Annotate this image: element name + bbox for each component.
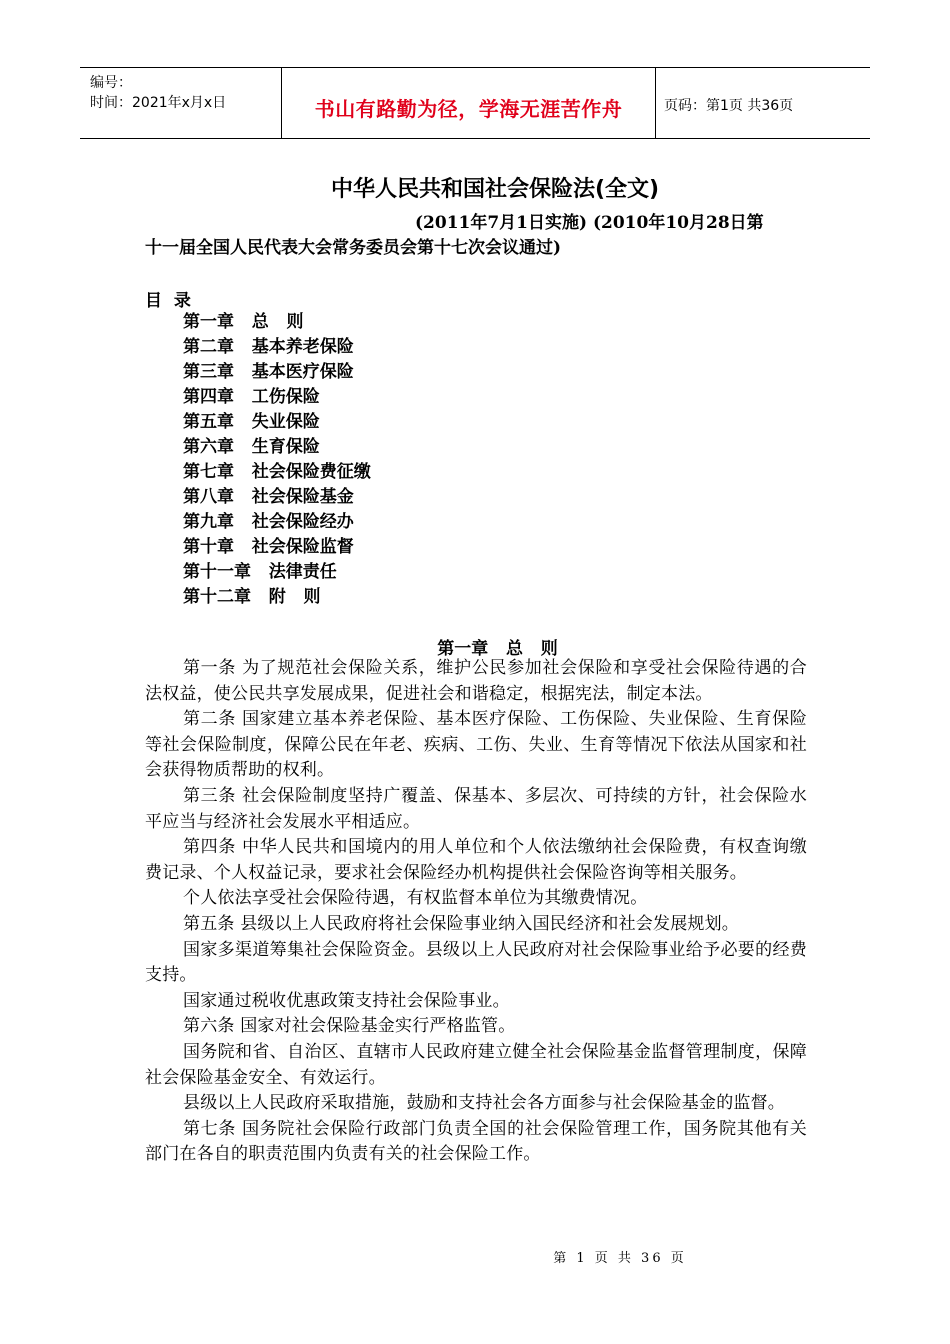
article-paragraph: 国务院和省、自治区、直辖市人民政府建立健全社会保险基金监督管理制度，保障社会保险基金安全、有效运行。 xyxy=(145,1041,807,1088)
toc-item: 第二章 基本养老保险 xyxy=(183,337,354,357)
article-paragraph: 第一条 为了规范社会保险关系，维护公民参加社会保险和享受社会保险待遇的合法权益，使公民共享发展成果，促进社会和谐稳定，根据宪法，制定本法。 xyxy=(145,658,807,704)
number-label: 编号： xyxy=(90,75,132,91)
toc-item: 第八章 社会保险基金 xyxy=(183,487,354,507)
toc-heading: 目 录 xyxy=(145,291,191,311)
toc-item: 第九章 社会保险经办 xyxy=(183,512,354,532)
header-page-cell xyxy=(656,68,870,138)
article-paragraph: 第四条 中华人民共和国境内的用人单位和个人依法缴纳社会保险费，有权查询缴费记录、个人权益记录，要求社会保险经办机构提供社会保险咨询等相关服务。 xyxy=(145,837,807,883)
table-of-contents xyxy=(183,310,371,610)
page-footer: 第 1 页 共 36 页 xyxy=(553,1251,687,1266)
toc-item: 第十二章 附 则 xyxy=(183,587,321,607)
toc-item: 第七章 社会保险费征缴 xyxy=(183,462,371,482)
toc-item: 第十一章 法律责任 xyxy=(183,562,337,582)
document-title: 中华人民共和国社会保险法(全文) xyxy=(330,177,660,202)
article-paragraph: 个人依法享受社会保险待遇，有权监督本单位为其缴费情况。 xyxy=(183,888,648,909)
subtitle-line-1: (2011年7月1日实施) (2010年10月28日第 xyxy=(415,213,764,233)
toc-item: 第四章 工伤保险 xyxy=(183,387,320,407)
article-paragraph: 第三条 社会保险制度坚持广覆盖、保基本、多层次、可持续的方针，社会保险水平应当与经济社会发展水平相适应。 xyxy=(145,785,807,832)
time-label: 时间：2021年x月x日 xyxy=(90,95,227,111)
header-motto-cell xyxy=(282,68,656,138)
article-paragraph: 第六条 国家对社会保险基金实行严格监管。 xyxy=(183,1016,516,1037)
toc-item: 第十章 社会保险监督 xyxy=(183,537,354,557)
subtitle-line-2: 十一届全国人民代表大会常务委员会第十七次会议通过) xyxy=(145,238,562,258)
article-paragraph: 县级以上人民政府采取措施，鼓励和支持社会各方面参与社会保险基金的监督。 xyxy=(183,1093,785,1114)
toc-item: 第五章 失业保险 xyxy=(183,412,320,432)
toc-item: 第三章 基本医疗保险 xyxy=(183,362,354,382)
article-paragraph: 第五条 县级以上人民政府将社会保险事业纳入国民经济和社会发展规划。 xyxy=(183,913,740,934)
document-body xyxy=(145,656,807,1168)
article-paragraph: 国家通过税收优惠政策支持社会保险事业。 xyxy=(183,990,510,1011)
article-paragraph: 国家多渠道筹集社会保险资金。县级以上人民政府对社会保险事业给予必要的经费支持。 xyxy=(145,939,807,986)
toc-item: 第一章 总 则 xyxy=(183,312,304,332)
chapter-heading: 第一章 总 则 xyxy=(437,639,558,659)
article-paragraph: 第七条 国务院社会保险行政部门负责全国的社会保险管理工作，国务院其他有关部门在各自的职责范围内负责有关的社会保险工作。 xyxy=(145,1118,807,1165)
toc-item: 第六章 生育保险 xyxy=(183,437,320,457)
motto-text: 书山有路勤为径，学海无涯苦作舟 xyxy=(314,97,623,121)
header-meta-cell xyxy=(80,68,282,138)
document-header xyxy=(80,67,870,139)
header-page-info: 页码：第1页 共36页 xyxy=(664,98,794,114)
document-title-wrap xyxy=(0,172,870,203)
article-paragraph: 第二条 国家建立基本养老保险、基本医疗保险、工伤保险、失业保险、生育保险等社会保险制度，保障公民在年老、疾病、工伤、失业、生育等情况下依法从国家和社会获得物质帮助的权利。 xyxy=(145,709,807,781)
document-subtitle xyxy=(145,211,810,261)
